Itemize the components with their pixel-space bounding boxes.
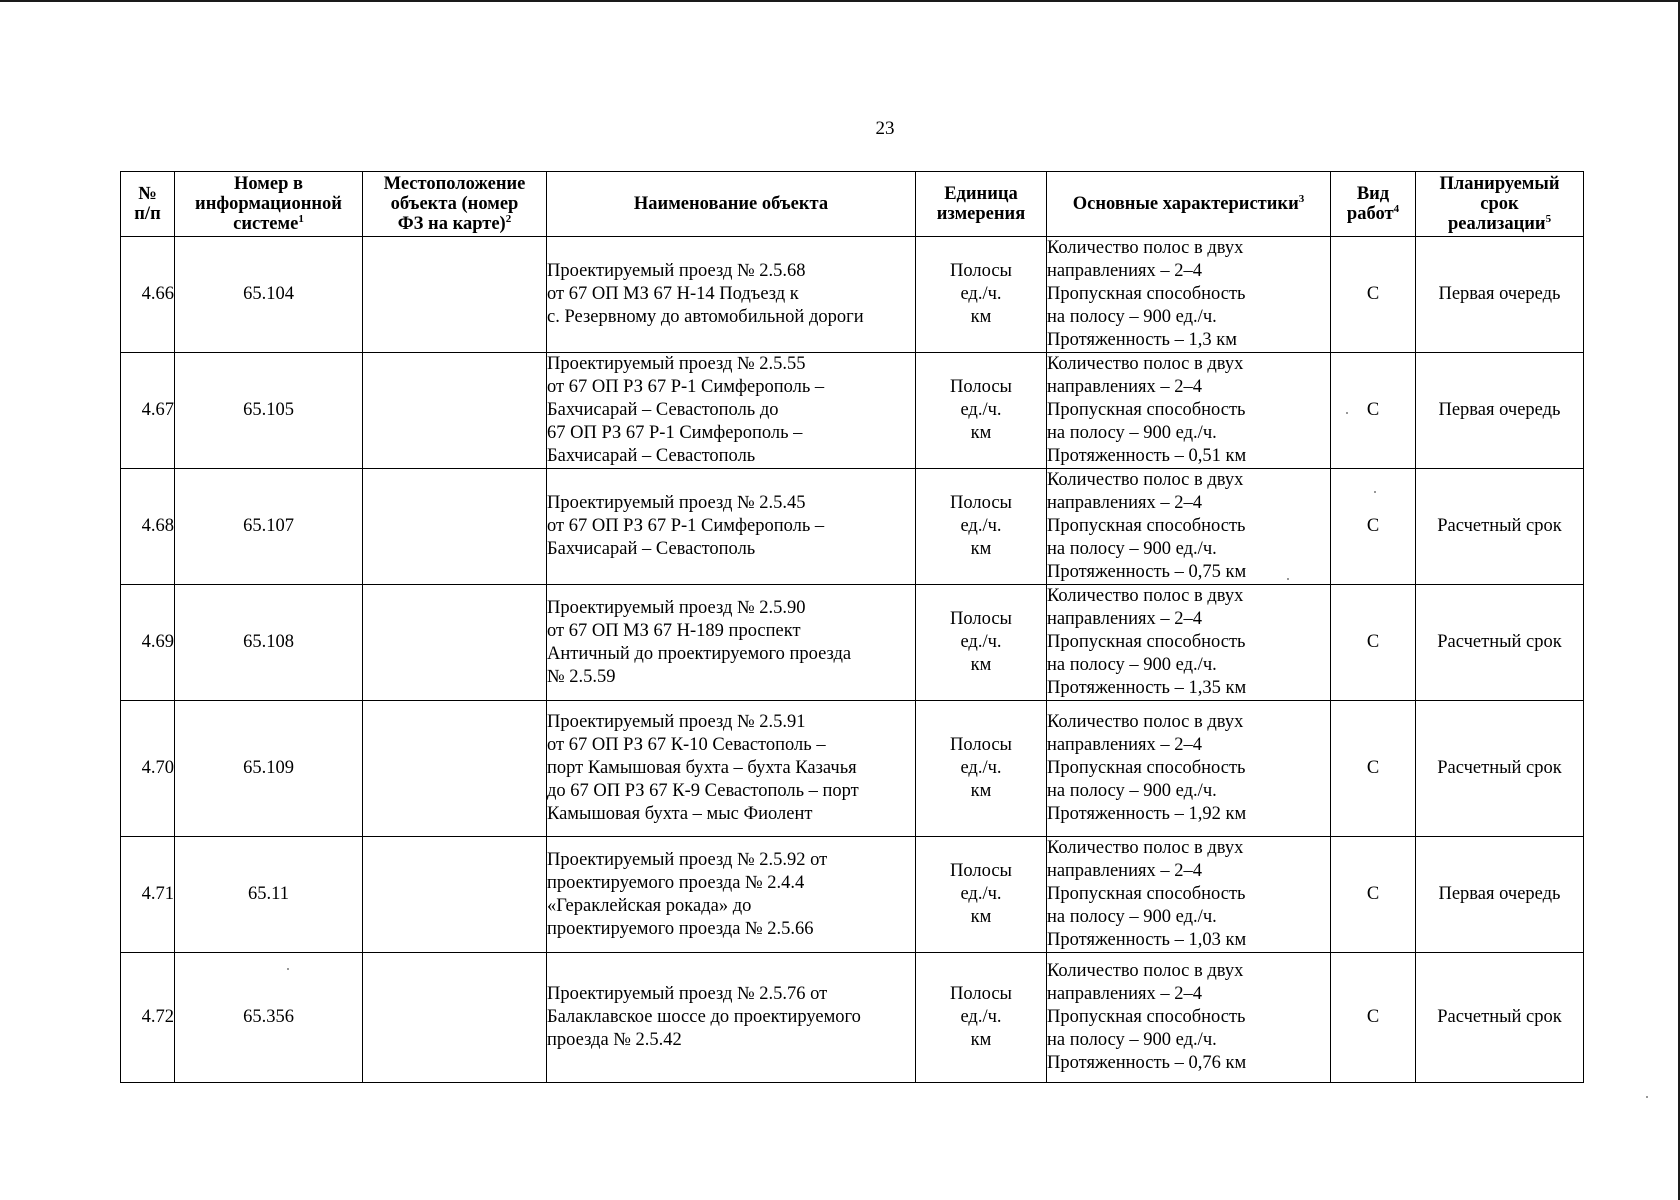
cell-location [363,353,547,469]
cell-work-type: С [1331,237,1416,353]
unit-line: Полосы [950,984,1012,1004]
characteristics-line: Пропускная способность [1047,632,1246,652]
cell-location [363,701,547,837]
object-name-line: до 67 ОП РЗ 67 К-9 Севастополь – порт [547,781,859,801]
cell-characteristics [1047,953,1331,1083]
cell-unit [916,701,1047,837]
cell-unit [916,469,1047,585]
characteristics-line: Протяженность – 0,76 км [1047,1053,1247,1073]
cell-object-name [547,953,916,1083]
table-header-row [121,172,1584,237]
object-name-line: Проектируемый проезд № 2.5.45 [547,493,806,513]
cell-planned-term: Расчетный срок [1416,953,1584,1083]
characteristics-line: направлениях – 2–4 [1047,984,1202,1004]
table-row [121,953,1584,1083]
cell-characteristics [1047,837,1331,953]
characteristics-line: Протяженность – 1,35 км [1047,678,1247,698]
characteristics-line: направлениях – 2–4 [1047,377,1202,397]
unit-line: Полосы [950,377,1012,397]
cell-object-name [547,701,916,837]
characteristics-line: на полосу – 900 ед./ч. [1047,307,1217,327]
cell-row-number: 4.68 [121,469,175,585]
object-name-line: от 67 ОП МЗ 67 Н-14 Подъезд к [547,284,799,304]
table-row [121,837,1584,953]
object-name-line: проектируемого проезда № 2.4.4 [547,872,805,893]
object-name-line: Бахчисарай – Севастополь [547,539,756,559]
cell-characteristics [1047,353,1331,469]
unit-line: ед./ч. [960,400,1002,420]
header-line: объекта (номер [390,194,519,214]
scan-speck [1346,412,1348,414]
cell-characteristics [1047,469,1331,585]
header-system-number [175,172,363,237]
unit-line: км [970,655,992,675]
table-row [121,469,1584,585]
header-line: Единица [944,184,1018,204]
cell-row-number: 4.71 [121,837,175,953]
footnote-marker: 1 [298,212,304,225]
unit-line: Полосы [950,735,1012,755]
table-row [121,701,1584,837]
cell-planned-term: Первая очередь [1416,237,1584,353]
header-line: информационной [195,194,342,214]
object-name-line: Бахчисарай – Севастополь [547,446,756,466]
characteristics-line: Количество полос в двух [1047,586,1244,606]
characteristics-line: Количество полос в двух [1047,354,1244,374]
header-line: Планируемый [1439,174,1560,194]
characteristics-line: Количество полос в двух [1047,838,1244,858]
characteristics-line: Протяженность – 1,3 км [1047,330,1237,350]
header-num [121,172,175,237]
scan-speck [287,968,289,970]
unit-line: км [970,539,992,559]
header-characteristics [1047,172,1331,237]
unit-line: ед./ч. [960,758,1002,778]
unit-line: ед./ч. [960,284,1002,304]
table-row [121,237,1584,353]
unit-line: км [970,1030,992,1050]
characteristics-line: на полосу – 900 ед./ч. [1047,907,1217,927]
characteristics-line: Пропускная способность [1047,400,1246,420]
header-line: Вид [1356,184,1390,204]
header-line: № [138,184,157,204]
header-line: Наименование объекта [633,194,829,214]
characteristics-line: на полосу – 900 ед./ч. [1047,539,1217,559]
footnote-marker: 4 [1393,202,1400,215]
header-line: Номер в [233,174,303,194]
characteristics-line: Пропускная способность [1047,284,1246,304]
header-location [363,172,547,237]
characteristics-line: Протяженность – 1,03 км [1047,930,1247,950]
footnote-marker: 3 [1298,192,1305,205]
characteristics-line: Пропускная способность [1047,1007,1246,1027]
cell-row-number: 4.67 [121,353,175,469]
footnote-marker: 5 [1545,212,1552,225]
unit-line: Полосы [950,261,1012,281]
cell-characteristics [1047,237,1331,353]
cell-planned-term: Расчетный срок [1416,701,1584,837]
characteristics-line: направлениях – 2–4 [1047,261,1202,281]
characteristics-line: направлениях – 2–4 [1047,735,1202,755]
object-name-line: Проектируемый проезд № 2.5.90 [547,597,806,618]
object-name-line: № 2.5.59 [547,666,616,687]
cell-work-type: С [1331,469,1416,585]
header-line: ФЗ на карте)$^2$ [397,212,512,234]
cell-location [363,837,547,953]
cell-unit [916,953,1047,1083]
object-name-line: Проектируемый проезд № 2.5.55 [547,354,806,374]
object-name-line: проезда № 2.5.42 [547,1030,682,1050]
cell-planned-term: Первая очередь [1416,353,1584,469]
cell-system-number: 65.11 [175,837,363,953]
characteristics-line: Пропускная способность [1047,758,1246,778]
header-planned-term [1416,172,1584,237]
cell-location [363,585,547,701]
header-line: системе$^1$ [233,212,304,234]
characteristics-line: Пропускная способность [1047,884,1246,904]
unit-line: км [970,781,992,801]
unit-line: ед./ч. [960,516,1002,536]
cell-work-type: С [1331,585,1416,701]
header-work-type [1331,172,1416,237]
characteristics-line: Пропускная способность [1047,516,1246,536]
object-name-line: Проектируемый проезд № 2.5.76 от [547,984,828,1004]
header-object-name [547,172,916,237]
unit-line: Полосы [950,861,1012,881]
object-name-line: проектируемого проезда № 2.5.66 [547,918,814,939]
cell-object-name [547,237,916,353]
unit-line: км [970,423,992,443]
cell-unit [916,353,1047,469]
cell-object-name [547,469,916,585]
cell-unit [916,837,1047,953]
cell-work-type: С [1331,837,1416,953]
object-name-line: Проектируемый проезд № 2.5.91 [547,712,806,732]
header-line: срок [1480,194,1519,214]
cell-system-number: 65.107 [175,469,363,585]
object-name-line: порт Камышовая бухта – бухта Казачья [547,758,857,778]
cell-row-number: 4.66 [121,237,175,353]
unit-line: ед./ч. [960,1007,1002,1027]
object-name-line: Античный до проектируемого проезда [547,643,852,664]
cell-system-number: 65.108 [175,585,363,701]
scan-speck [1374,491,1376,493]
characteristics-line: на полосу – 900 ед./ч. [1047,423,1217,443]
cell-location [363,953,547,1083]
cell-location [363,237,547,353]
cell-row-number: 4.72 [121,953,175,1083]
cell-unit [916,585,1047,701]
cell-system-number: 65.356 [175,953,363,1083]
characteristics-line: на полосу – 900 ед./ч. [1047,781,1217,801]
table-row [121,585,1584,701]
cell-system-number: 65.105 [175,353,363,469]
unit-line: км [970,307,992,327]
characteristics-line: Протяженность – 1,92 км [1047,804,1247,824]
characteristics-line: Количество полос в двух [1047,238,1244,258]
cell-work-type: С [1331,353,1416,469]
cell-object-name [547,585,916,701]
cell-work-type: С [1331,701,1416,837]
cell-row-number: 4.69 [121,585,175,701]
object-name-line: от 67 ОП РЗ 67 К-10 Севастополь – [547,735,826,755]
cell-row-number: 4.70 [121,701,175,837]
characteristics-line: Количество полос в двух [1047,470,1244,490]
characteristics-line: Протяженность – 0,75 км [1047,562,1247,582]
object-name-line: от 67 ОП РЗ 67 Р-1 Симферополь – [547,516,825,536]
characteristics-line: на полосу – 900 ед./ч. [1047,655,1217,675]
object-name-line: Камышовая бухта – мыс Фиолент [547,804,813,824]
header-line: Местоположение [383,174,526,194]
object-name-line: Балаклавское шоссе до проектируемого [547,1007,861,1027]
object-name-line: «Гераклейская рокада» до [547,895,752,916]
header-line: измерения [936,204,1026,224]
header-line: реализации$^5$ [1447,212,1552,234]
characteristics-line: Протяженность – 0,51 км [1047,446,1247,466]
characteristics-line: Количество полос в двух [1047,961,1244,981]
cell-planned-term: Первая очередь [1416,837,1584,953]
unit-line: км [970,907,992,927]
characteristics-line: направлениях – 2–4 [1047,861,1202,881]
cell-planned-term: Расчетный срок [1416,585,1584,701]
objects-table [120,171,1584,1083]
object-name-line: Проектируемый проезд № 2.5.92 от [547,849,828,870]
cell-object-name [547,353,916,469]
unit-line: Полосы [950,493,1012,513]
table-row [121,353,1584,469]
object-name-line: от 67 ОП РЗ 67 Р-1 Симферополь – [547,377,825,397]
object-name-line: 67 ОП РЗ 67 Р-1 Симферополь – [547,423,803,443]
cell-object-name [547,837,916,953]
cell-unit [916,237,1047,353]
scan-speck [1287,578,1289,580]
cell-system-number: 65.104 [175,237,363,353]
scan-speck [1646,1096,1648,1098]
characteristics-line: на полосу – 900 ед./ч. [1047,1030,1217,1050]
characteristics-line: Количество полос в двух [1047,712,1244,732]
header-line: п/п [134,204,161,224]
cell-characteristics [1047,585,1331,701]
cell-location [363,469,547,585]
cell-system-number: 65.109 [175,701,363,837]
cell-planned-term: Расчетный срок [1416,469,1584,585]
characteristics-line: направлениях – 2–4 [1047,609,1202,629]
unit-line: ед./ч. [960,632,1002,652]
object-name-line: с. Резервному до автомобильной дороги [547,307,864,327]
object-name-line: Проектируемый проезд № 2.5.68 [547,261,806,281]
object-name-line: от 67 ОП МЗ 67 Н-189 проспект [547,620,801,641]
header-line: Основные характеристики$^3$ [1072,192,1305,214]
cell-work-type: С [1331,953,1416,1083]
header-unit [916,172,1047,237]
header-line: работ$^4$ [1346,202,1400,224]
cell-characteristics [1047,701,1331,837]
object-name-line: Бахчисарай – Севастополь до [547,400,779,420]
characteristics-line: направлениях – 2–4 [1047,493,1202,513]
unit-line: Полосы [950,609,1012,629]
unit-line: ед./ч. [960,884,1002,904]
footnote-marker: 2 [505,212,512,225]
scan-edge-top [0,0,1680,2]
page-number: 23 [875,118,895,139]
table-body [121,237,1584,1083]
